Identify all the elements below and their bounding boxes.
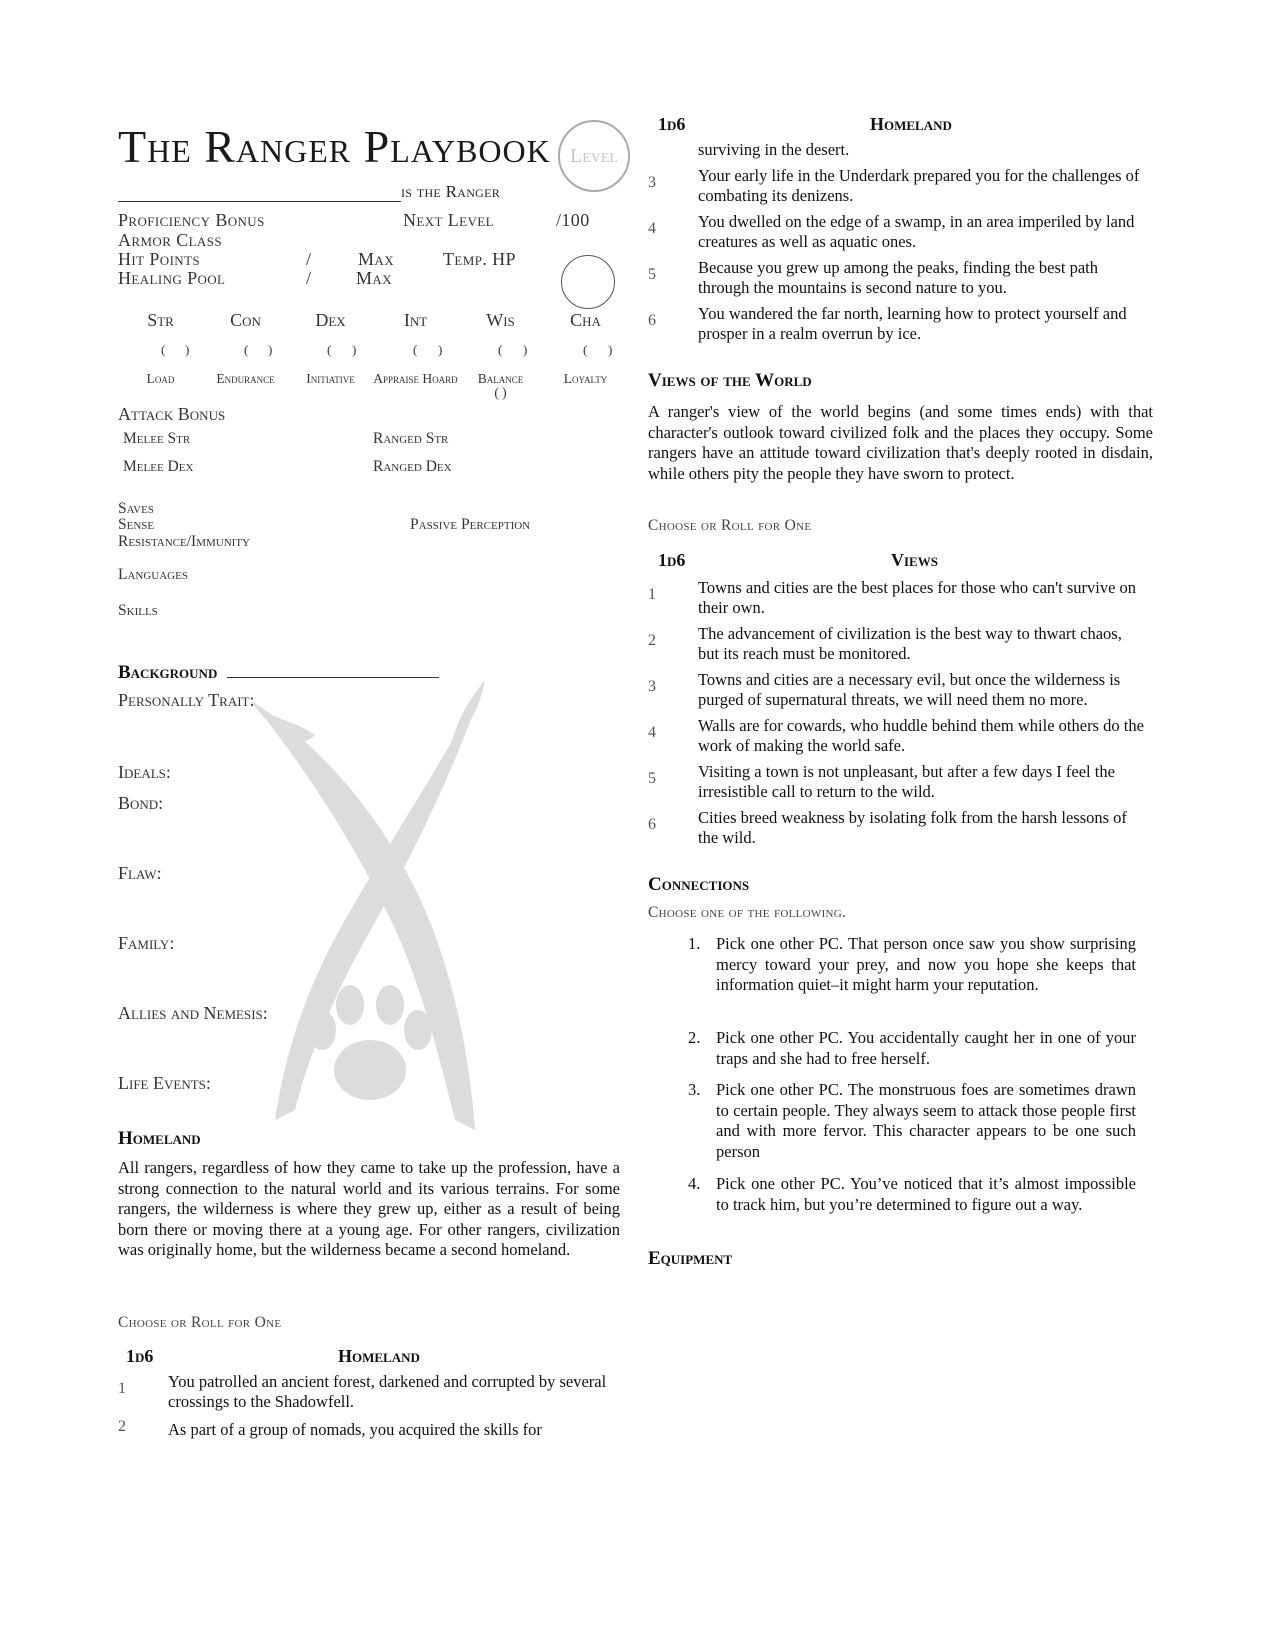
views-row-num: 4	[648, 724, 656, 741]
saves-label: Saves	[118, 500, 154, 517]
ability-con: Con	[230, 310, 261, 330]
views-choose-label: Choose or Roll for One	[648, 517, 812, 534]
hit-points-label: Hit Points	[118, 249, 201, 269]
sense-label: Sense	[118, 516, 155, 533]
next-level-max: /100	[556, 210, 590, 230]
connection-num: 1.	[688, 934, 701, 953]
ability-wis: Wis	[486, 310, 515, 330]
hit-points-max-label: Max	[358, 249, 394, 269]
balance-parens: ( )	[494, 385, 507, 400]
ability-scores-row	[118, 310, 628, 331]
paren-open: (	[244, 342, 249, 357]
connection-text: Pick one other PC. You’ve noticed that it’s almost impossible to track him, but you’re determined to figure out a way.	[716, 1174, 1136, 1214]
attack-bonus-label: Attack Bonus	[118, 404, 226, 424]
homeland-row-text: Because you grew up among the peaks, finding the best path through the mountains is second nature to you.	[698, 258, 1099, 297]
views-row-num: 1	[648, 586, 656, 603]
views-row-text: The advancement of civilization is the best way to thwart chaos, but its reach must be monitored.	[698, 624, 1122, 663]
bond-label: Bond:	[118, 793, 164, 813]
level-circle[interactable]: Level	[558, 120, 630, 192]
skill-initiative: Initiative	[306, 371, 355, 386]
name-suffix: is the Ranger	[401, 182, 501, 201]
ability-cha: Cha	[570, 310, 601, 330]
ability-skills-row	[118, 372, 628, 400]
skill-balance: Balance ( )	[477, 371, 524, 400]
paren-close: )	[438, 342, 443, 357]
views-row-num: 2	[648, 632, 656, 649]
right-column	[648, 110, 1168, 1360]
homeland-row-text: You wandered the far north, learning how to protect yourself and prosper in a realm overrun by ice.	[698, 304, 1127, 343]
homeland-choose-label: Choose or Roll for One	[118, 1314, 282, 1331]
ranged-str-label: Ranged Str	[373, 430, 449, 447]
homeland-row-num: 3	[648, 174, 656, 191]
homeland-row-text: surviving in the desert.	[698, 140, 850, 159]
passive-perception-label: Passive Perception	[410, 516, 531, 533]
homeland-row-num: 6	[648, 312, 656, 329]
family-label: Family:	[118, 933, 175, 953]
skill-endurance: Endurance	[216, 371, 275, 386]
personality-trait-label: Personally Trait:	[118, 690, 255, 710]
proficiency-bonus-label: Proficiency Bonus	[118, 210, 265, 230]
languages-label: Languages	[118, 566, 188, 583]
healing-pool-max-label: Max	[356, 268, 392, 288]
skill-load: Load	[146, 371, 175, 386]
melee-str-label: Melee Str	[123, 430, 191, 447]
views-row-text: Visiting a town is not unpleasant, but after a few days I feel the irresistible call to return to the wild.	[698, 762, 1115, 801]
views-row-text: Cities breed weakness by isolating folk from the harsh lessons of the wild.	[698, 808, 1127, 847]
life-events-label: Life Events:	[118, 1073, 211, 1093]
homeland-row-num: 5	[648, 266, 656, 283]
ideals-label: Ideals:	[118, 762, 171, 782]
views-die-header: 1d6	[658, 550, 686, 570]
skills-label: Skills	[118, 602, 158, 619]
paren-open: (	[413, 342, 418, 357]
homeland-title-header: Homeland	[338, 1346, 420, 1366]
connections-heading: Connections	[648, 874, 750, 895]
ranger-name-line	[118, 182, 500, 202]
ability-str: Str	[147, 310, 174, 330]
resistance-immunity-label: Resistance/Immunity	[118, 533, 250, 550]
connection-text: Pick one other PC. That person once saw you show surprising mercy toward your prey, and now you hope she keeps that information quiet–it might harm your reputation.	[716, 934, 1136, 994]
connection-num: 3.	[688, 1080, 701, 1099]
healing-pool-label: Healing Pool	[118, 268, 226, 288]
homeland-row-text: You patrolled an ancient forest, darkened and corrupted by several crossings to the Shadowfell.	[168, 1372, 607, 1411]
background-heading: Background	[118, 662, 439, 684]
views-row-num: 3	[648, 678, 656, 695]
paren-close: )	[608, 342, 613, 357]
ranged-dex-label: Ranged Dex	[373, 458, 452, 475]
equipment-heading: Equipment	[648, 1248, 733, 1269]
hit-points-slash: /	[306, 249, 312, 269]
views-title-header: Views	[891, 550, 938, 570]
connection-text: Pick one other PC. You accidentally caught her in one of your traps and she had to free herself.	[716, 1028, 1136, 1068]
connections-choose-label: Choose one of the following.	[648, 904, 847, 921]
homeland-row-text: Your early life in the Underdark prepared you for the challenges of combating its denizens.	[698, 166, 1140, 205]
ability-int: Int	[403, 310, 428, 330]
paren-open: (	[327, 342, 332, 357]
armor-class-label: Armor Class	[118, 230, 222, 250]
views-row-num: 6	[648, 816, 656, 833]
temp-hp-label: Temp. HP	[443, 249, 516, 269]
paren-close: )	[268, 342, 273, 357]
views-row-text: Towns and cities are the best places for those who can't survive on their own.	[698, 578, 1137, 617]
homeland-row-num: 1	[118, 1380, 126, 1397]
allies-nemesis-label: Allies and Nemesis:	[118, 1003, 268, 1023]
homeland-paragraph: All rangers, regardless of how they came to take up the profession, have a strong connection to the natural world and its various terrains. For some rangers, the wilderness is where they grew up, either as a result of being born there or moving there at a young age. For other rangers, civilization was originally home, but the wilderness became a second homeland.	[118, 1158, 620, 1259]
homeland-die-header: 1d6	[126, 1346, 154, 1366]
homeland-heading: Homeland	[118, 1128, 201, 1149]
homeland-row-num: 4	[648, 220, 656, 237]
views-heading: Views of the World	[648, 370, 812, 391]
ranger-name-field[interactable]	[118, 185, 401, 202]
paren-open: (	[161, 342, 166, 357]
paren-open: (	[583, 342, 588, 357]
left-column	[118, 110, 633, 1550]
paren-close: )	[185, 342, 190, 357]
homeland-cont-title-header: Homeland	[870, 114, 952, 134]
homeland-row-text: You dwelled on the edge of a swamp, in an area imperiled by land creatures as well as aquatic ones.	[698, 212, 1135, 251]
flaw-label: Flaw:	[118, 863, 162, 883]
next-level-label: Next Level	[403, 210, 494, 230]
homeland-row-num: 2	[118, 1418, 126, 1435]
connection-num: 4.	[688, 1174, 701, 1193]
views-row-text: Walls are for cowards, who huddle behind them while others do the work of making the world safe.	[698, 716, 1144, 755]
paren-close: )	[523, 342, 528, 357]
skill-appraise-hoard: Appraise Hoard	[373, 371, 458, 386]
views-row-num: 5	[648, 770, 656, 787]
ability-dex: Dex	[315, 310, 346, 330]
connection-num: 2.	[688, 1028, 701, 1047]
melee-dex-label: Melee Dex	[123, 458, 194, 475]
healing-pool-slash: /	[306, 268, 312, 288]
views-row-text: Towns and cities are a necessary evil, but once the wilderness is purged of supernatural threats, we will need them no more.	[698, 670, 1121, 709]
homeland-cont-die-header: 1d6	[658, 114, 686, 134]
views-paragraph: A ranger's view of the world begins (and some times ends) with that character's outlook toward civilized folk and the places they occupy. Some rangers have an attitude toward civilization that's deeply rooted in disdain, while others pity the people they have sworn to protect.	[648, 402, 1153, 483]
temp-hp-circle[interactable]	[561, 255, 615, 309]
page-title: The Ranger Playbook	[118, 121, 551, 172]
homeland-row-text: As part of a group of nomads, you acquired the skills for	[168, 1420, 542, 1439]
paren-open: (	[498, 342, 503, 357]
connection-text: Pick one other PC. The monstruous foes are sometimes drawn to certain people. They always seem to attack those people first and with more fervor. This character appears to be one such person	[716, 1080, 1136, 1161]
paren-close: )	[352, 342, 357, 357]
skill-loyalty: Loyalty	[563, 371, 608, 386]
background-field[interactable]	[227, 663, 439, 678]
